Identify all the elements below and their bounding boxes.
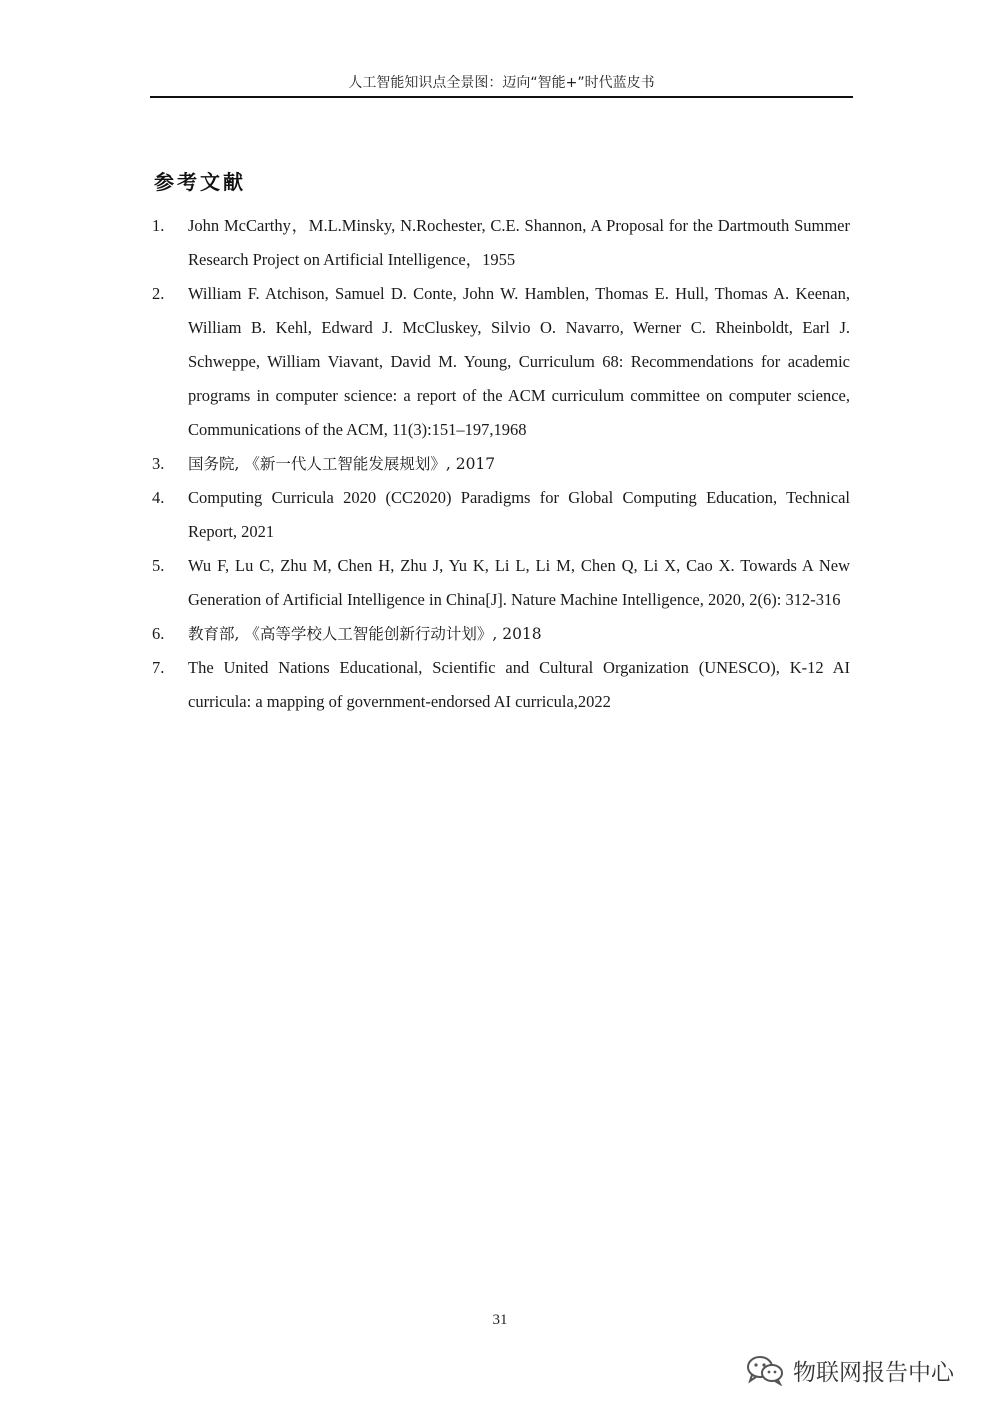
reference-number: 1. (152, 216, 165, 235)
header-title: 人工智能知识点全景图：迈向“智能+”时代蓝皮书 (348, 75, 655, 91)
reference-text: 教育部, 《高等学校人工智能创新行动计划》, 2018 (188, 625, 542, 643)
reference-item (152, 617, 850, 651)
reference-text: William F. Atchison, Samuel D. Conte, John W. Hamblen, Thomas E. Hull, Thomas A. Keenan, William B. Kehl, Edward J. McCluskey, Silvio O. Navarro, Werner C. Rheinboldt, Earl J. Schweppe, William Viavant, David M. Young, Curriculum 68: Recommendations for academic programs in computer science: a report of the ACM curriculum committee on computer science, Communications of the ACM, 11(3):151–197,1968 (188, 284, 850, 439)
reference-item (152, 651, 850, 719)
reference-number: 6. (152, 624, 165, 643)
reference-text: The United Nations Educational, Scientific and Cultural Organization (UNESCO), K-12 AI curricula: a mapping of government-endorsed AI curricula,2022 (188, 658, 850, 711)
reference-number: 2. (152, 284, 165, 303)
watermark (745, 1352, 954, 1388)
reference-item (152, 481, 850, 549)
reference-number: 5. (152, 556, 165, 575)
reference-number: 7. (152, 658, 165, 677)
reference-item (152, 209, 850, 277)
reference-item (152, 447, 850, 481)
reference-number: 3. (152, 454, 165, 473)
section-title: 参考文献 (154, 170, 246, 194)
reference-number: 4. (152, 488, 165, 507)
reference-text: 国务院, 《新一代人工智能发展规划》, 2017 (188, 455, 496, 473)
page-number: 31 (492, 1312, 508, 1328)
reference-list (152, 209, 850, 719)
reference-text: John McCarthy，M.L.Minsky, N.Rochester, C.E. Shannon, A Proposal for the Dartmouth Summer Research Project on Artificial Intelligence，1955 (188, 216, 850, 269)
watermark-text: 物联网报告中心 (793, 1359, 954, 1386)
page-header (150, 70, 853, 98)
reference-text: Computing Curricula 2020 (CC2020) Paradigms for Global Computing Education, Technical Report, 2021 (188, 488, 850, 541)
reference-item (152, 549, 850, 617)
wechat-icon (745, 1354, 785, 1386)
reference-item (152, 277, 850, 447)
reference-text: Wu F, Lu C, Zhu M, Chen H, Zhu J, Yu K, Li L, Li M, Chen Q, Li X, Cao X. Towards A New Generation of Artificial Intelligence in China[J]. Nature Machine Intelligence, 2020, 2(6): 312-316 (188, 556, 850, 609)
